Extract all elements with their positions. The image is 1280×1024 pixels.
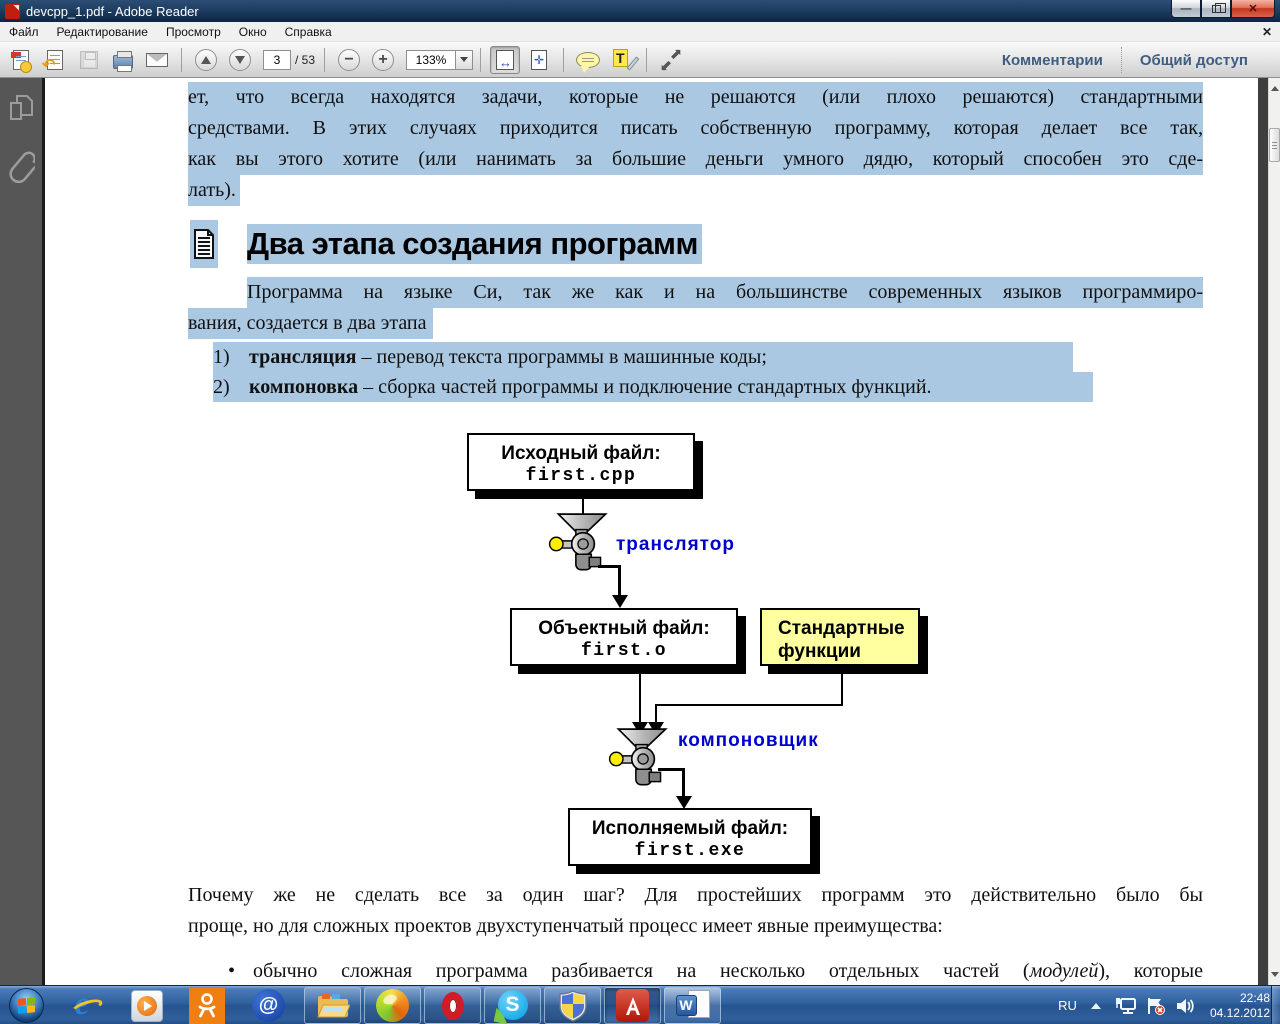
fit-width-button[interactable] bbox=[490, 46, 520, 74]
comment-button[interactable] bbox=[573, 46, 603, 74]
taskbar bbox=[0, 985, 1280, 1024]
taskbar-internet-explorer[interactable] bbox=[58, 987, 115, 1024]
source-box-file: first.cpp bbox=[525, 466, 637, 486]
menu-window[interactable]: Окно bbox=[238, 24, 267, 39]
window-title: devcpp_1.pdf - Adobe Reader bbox=[26, 3, 199, 19]
bullet-marker: • bbox=[228, 960, 236, 982]
diagram-exe-box bbox=[568, 808, 812, 866]
page-thumbnails-icon[interactable] bbox=[7, 94, 35, 126]
page-title: Два этапа создания программ bbox=[247, 224, 702, 264]
page-total-label: / 53 bbox=[295, 52, 316, 67]
show-desktop-button[interactable] bbox=[1271, 986, 1280, 1024]
zoom-in-button[interactable] bbox=[368, 46, 398, 74]
share-file-icon bbox=[47, 50, 63, 70]
section-marker bbox=[190, 220, 218, 268]
defender-shield-icon bbox=[559, 990, 587, 1022]
diagram-connector bbox=[658, 768, 685, 771]
taskbar-explorer[interactable] bbox=[304, 987, 361, 1024]
fit-page-icon bbox=[531, 50, 547, 70]
email-icon bbox=[146, 53, 168, 67]
close-button[interactable]: ✕ bbox=[1231, 0, 1275, 18]
doc-text-line: ет, что всегда находятся задачи, которые не решаются (или плохо решаются) стандартными bbox=[188, 82, 1203, 113]
stdlib-box-line2: функции bbox=[778, 641, 861, 662]
navigation-sidebar bbox=[0, 78, 42, 985]
taskbar-mailru[interactable] bbox=[240, 987, 297, 1024]
taskbar-skype[interactable] bbox=[484, 987, 541, 1024]
toolbar-separator bbox=[181, 48, 182, 72]
taskbar-word[interactable] bbox=[664, 987, 721, 1024]
doc-text-line: лать). bbox=[188, 175, 240, 206]
prev-page-button[interactable] bbox=[191, 46, 221, 74]
speaker-icon[interactable] bbox=[1175, 997, 1195, 1015]
taskbar-opera[interactable] bbox=[424, 987, 481, 1024]
create-pdf-icon bbox=[13, 50, 29, 70]
menu-bar bbox=[0, 22, 1280, 42]
bullet-italic-text: модулей bbox=[1029, 960, 1099, 982]
share-file-button[interactable] bbox=[40, 46, 70, 74]
fullscreen-button[interactable] bbox=[656, 46, 686, 74]
diagram-connector bbox=[655, 704, 657, 724]
save-button-toolbar[interactable] bbox=[74, 46, 104, 74]
taskbar-odnoklassniki[interactable] bbox=[178, 987, 235, 1024]
fit-width-icon bbox=[496, 50, 514, 70]
pdf-logo-icon bbox=[5, 4, 20, 19]
doc-bullet-line bbox=[253, 956, 1203, 987]
start-button[interactable] bbox=[9, 988, 44, 1023]
diagram-connector bbox=[655, 704, 843, 706]
close-document-icon[interactable]: ✕ bbox=[1261, 24, 1272, 39]
translator-label: транслятор bbox=[616, 534, 735, 555]
list-term: компоновка bbox=[249, 376, 359, 398]
toolbar-separator bbox=[646, 48, 647, 72]
taskbar-media-player[interactable] bbox=[118, 987, 175, 1024]
note-page-icon bbox=[193, 229, 215, 259]
action-center-flag-icon[interactable] bbox=[1146, 997, 1166, 1015]
exe-box-file: first.exe bbox=[634, 841, 746, 861]
arrow-down-icon bbox=[612, 595, 628, 608]
taskbar-adobe-reader-active[interactable] bbox=[604, 987, 661, 1024]
next-page-icon bbox=[235, 56, 245, 64]
diagram-connector bbox=[682, 768, 685, 798]
doc-text-line: вания, создается в два этапа bbox=[188, 308, 433, 339]
print-button[interactable] bbox=[108, 46, 138, 74]
email-button[interactable] bbox=[142, 46, 172, 74]
start-flag-icon bbox=[18, 997, 35, 1015]
zoom-dropdown-button[interactable] bbox=[456, 50, 473, 70]
clock-date: 04.12.2012 bbox=[1209, 1005, 1270, 1020]
doc-text-line: Почему же не сделать все за один шаг? Для простейших программ это действительно было бы bbox=[188, 884, 1203, 906]
toolbar-separator bbox=[563, 48, 564, 72]
adobe-reader-icon bbox=[616, 989, 649, 1022]
zoom-out-icon: − bbox=[344, 50, 354, 68]
doc-text-line: как вы этого хотите (или нанимать за большие деньги умного дядю, который способен это сде- bbox=[188, 144, 1203, 175]
diagram-object-box bbox=[510, 608, 738, 666]
stdlib-box-line1: Стандартные bbox=[778, 618, 905, 639]
comment-bubble-icon bbox=[576, 52, 600, 68]
zoom-in-icon: + bbox=[378, 50, 388, 68]
comments-panel-button[interactable]: Комментарии bbox=[1001, 51, 1103, 69]
system-tray bbox=[1058, 986, 1280, 1024]
list-text: – перевод текста программы в машинные коды; bbox=[356, 346, 767, 368]
list-item bbox=[213, 342, 1073, 372]
zoom-out-button[interactable] bbox=[334, 46, 364, 74]
clock[interactable] bbox=[1210, 991, 1270, 1021]
list-number: 2) bbox=[213, 376, 230, 398]
clock-time: 22:48 bbox=[1239, 990, 1270, 1005]
network-icon[interactable] bbox=[1115, 997, 1137, 1015]
object-box-file: first.o bbox=[580, 641, 668, 661]
menu-help[interactable]: Справка bbox=[284, 24, 332, 39]
green-sphere-icon bbox=[376, 989, 409, 1022]
exe-box-title: Исполняемый файл: bbox=[591, 818, 789, 839]
highlight-text-icon: T bbox=[611, 49, 633, 71]
restore-icon bbox=[1212, 5, 1221, 13]
source-box-title: Исходный файл: bbox=[501, 443, 661, 464]
highlight-text-button[interactable] bbox=[607, 46, 637, 74]
grinder-linker-icon bbox=[608, 725, 674, 795]
page-gutter bbox=[1258, 78, 1268, 985]
attachments-paperclip-icon[interactable] bbox=[7, 148, 35, 188]
scroll-up-icon[interactable] bbox=[1271, 86, 1279, 91]
scroll-down-icon[interactable] bbox=[1271, 972, 1279, 977]
list-item bbox=[213, 372, 1093, 402]
skype-icon: S bbox=[498, 990, 528, 1020]
bullet-text: ), которые bbox=[1098, 960, 1203, 982]
share-panel-button[interactable]: Общий доступ bbox=[1139, 51, 1248, 69]
toolbar-separator bbox=[480, 48, 481, 72]
list-text: – сборка частей программы и подключение стандартных функций. bbox=[358, 376, 932, 398]
create-pdf-button[interactable] bbox=[6, 46, 36, 74]
mailru-icon: @ bbox=[252, 989, 285, 1022]
doc-text-line: проще, но для сложных проектов двухступенчатый процесс имеет явные преимущества: bbox=[188, 915, 943, 937]
document-area bbox=[0, 78, 1280, 985]
doc-text-line: Программа на языке Си, так же как и на большинстве современных языков программиро- bbox=[247, 277, 1203, 308]
linker-label: компоновщик bbox=[678, 730, 819, 751]
bullet-text: обычно сложная программа разбивается на несколько отдельных частей ( bbox=[253, 960, 1030, 982]
odnoklassniki-icon bbox=[189, 988, 225, 1024]
prev-page-icon bbox=[201, 56, 211, 64]
toolbar-separator bbox=[324, 48, 325, 72]
minimize-button[interactable]: — bbox=[1171, 0, 1201, 18]
object-box-title: Объектный файл: bbox=[538, 618, 710, 639]
diagram-source-box bbox=[467, 433, 695, 491]
folder-icon bbox=[316, 992, 350, 1020]
diagram-connector bbox=[841, 674, 843, 706]
fullscreen-icon bbox=[660, 49, 682, 71]
taskbar-security[interactable] bbox=[544, 987, 601, 1024]
grinder-translator-icon bbox=[548, 510, 614, 580]
page-number-input[interactable] bbox=[263, 50, 291, 70]
hidden-icons-chevron[interactable] bbox=[1091, 1003, 1101, 1009]
scrollbar-thumb[interactable] bbox=[1269, 128, 1280, 162]
ie-icon: e bbox=[74, 985, 90, 1022]
doc-text-line: средствами. В этих случаях приходится писать собственную программу, которая делает все так, bbox=[188, 113, 1203, 144]
fit-page-button[interactable] bbox=[524, 46, 554, 74]
next-page-button[interactable] bbox=[225, 46, 255, 74]
taskbar-green-sphere-app[interactable] bbox=[364, 987, 421, 1024]
list-number: 1) bbox=[213, 346, 230, 368]
word-w-icon: W bbox=[676, 995, 697, 1016]
diagram-stdlib-box bbox=[760, 608, 920, 666]
title-bar[interactable] bbox=[0, 0, 1280, 22]
zoom-level-value[interactable]: 133% bbox=[406, 50, 456, 70]
print-icon bbox=[113, 55, 133, 69]
menu-file[interactable]: Файл bbox=[9, 24, 39, 39]
wmp-icon bbox=[131, 990, 163, 1022]
diagram-connector bbox=[639, 674, 641, 724]
menu-view[interactable]: Просмотр bbox=[165, 24, 221, 39]
restore-button[interactable] bbox=[1201, 0, 1231, 18]
diagram-connector bbox=[618, 565, 621, 596]
language-indicator[interactable]: RU bbox=[1058, 998, 1077, 1013]
opera-icon bbox=[442, 992, 464, 1020]
menu-edit[interactable]: Редактирование bbox=[56, 24, 148, 39]
list-term: трансляция bbox=[249, 346, 357, 368]
toolbar bbox=[0, 42, 1280, 78]
save-icon bbox=[80, 51, 98, 69]
vertical-scrollbar[interactable] bbox=[1268, 78, 1280, 985]
